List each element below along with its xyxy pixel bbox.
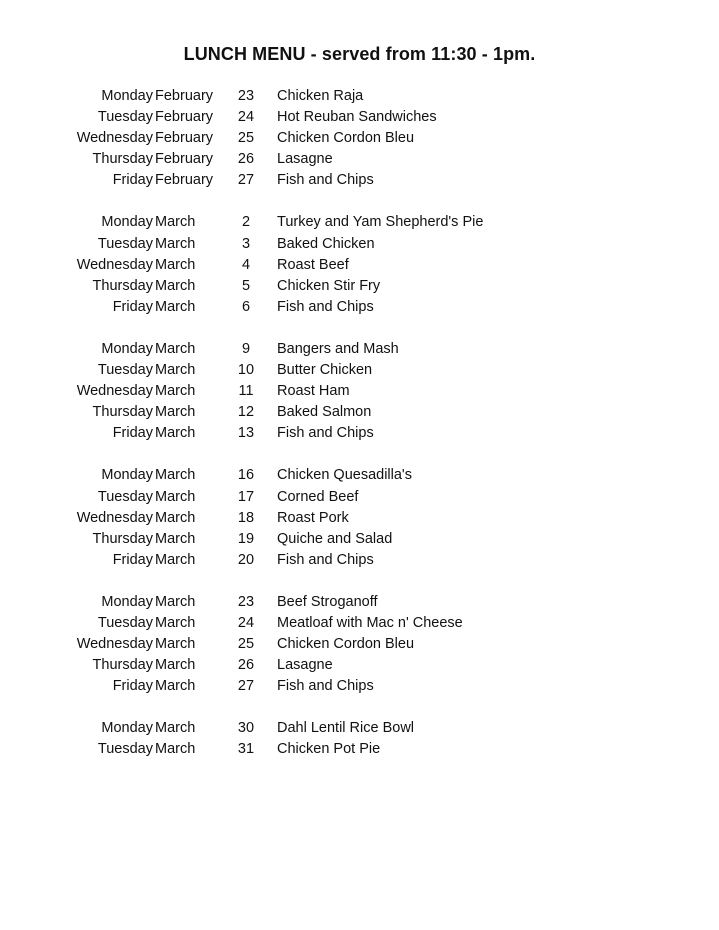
menu-date: 6: [241, 298, 251, 315]
menu-date: 13: [237, 425, 255, 442]
menu-meal: Chicken Raja: [277, 88, 364, 104]
menu-day: Tuesday: [97, 741, 153, 758]
menu-month: March: [155, 636, 196, 653]
menu-meal: Fish and Chips: [277, 298, 374, 315]
menu-day: Thursday: [92, 657, 153, 674]
menu-row: [0, 739, 719, 760]
menu-day: Monday: [101, 720, 153, 737]
menu-meal: Fish and Chips: [277, 551, 374, 568]
menu-date: 5: [241, 277, 251, 294]
menu-day: Tuesday: [97, 488, 153, 505]
menu-row: [0, 276, 719, 297]
menu-day: Friday: [112, 298, 153, 315]
menu-date: 3: [241, 235, 251, 252]
menu-month: March: [155, 340, 196, 357]
menu-date: 10: [237, 362, 255, 379]
menu-day: Tuesday: [97, 109, 153, 126]
menu-meal: Chicken Quesadilla's: [277, 467, 412, 484]
menu-month: March: [155, 467, 196, 484]
menu-date: 24: [237, 614, 255, 631]
menu-day: Thursday: [92, 404, 153, 421]
menu-day: Tuesday: [97, 614, 153, 631]
menu-week: [0, 592, 719, 697]
menu-date: 9: [241, 340, 251, 357]
menu-day: Wednesday: [76, 256, 153, 273]
menu-meal: Corned Beef: [277, 488, 359, 505]
menu-month: March: [155, 383, 196, 400]
menu-row: [0, 86, 719, 107]
menu-meal: Baked Chicken: [277, 235, 375, 252]
menu-day: Tuesday: [97, 362, 153, 379]
menu-date: 11: [238, 383, 254, 400]
menu-month: March: [155, 298, 196, 315]
menu-date: 16: [237, 467, 255, 484]
menu-meal: Chicken Stir Fry: [277, 277, 381, 294]
menu-date: 31: [237, 741, 255, 758]
menu-row: [0, 212, 719, 233]
menu-date: 18: [237, 509, 255, 526]
menu-row: [0, 234, 719, 255]
menu-month: February: [155, 130, 214, 147]
menu-meal: Chicken Cordon Bleu: [277, 636, 415, 653]
menu-meal: Hot Reuban Sandwiches: [277, 109, 437, 126]
menu-date: 2: [241, 214, 251, 231]
menu-date: 12: [237, 404, 255, 421]
menu-day: Monday: [101, 593, 153, 610]
menu-date: 26: [237, 657, 255, 674]
menu-month: March: [155, 657, 196, 674]
menu-meal: Fish and Chips: [277, 425, 374, 442]
menu-date: 27: [237, 172, 255, 189]
menu-day: Monday: [101, 88, 153, 104]
menu-week: [0, 465, 719, 570]
menu-meal: Fish and Chips: [277, 678, 374, 695]
menu-row: [0, 465, 719, 486]
menu-day: Thursday: [92, 277, 153, 294]
menu-meal: Baked Salmon: [277, 404, 372, 421]
menu-row: [0, 529, 719, 550]
menu-row: [0, 676, 719, 697]
menu-row: [0, 634, 719, 655]
menu-row: [0, 107, 719, 128]
menu-day: Friday: [112, 551, 153, 568]
menu-week: [0, 339, 719, 444]
menu-row: [0, 718, 719, 739]
menu-meal: Bangers and Mash: [277, 340, 399, 357]
menu-day: Thursday: [92, 530, 153, 547]
menu-month: March: [155, 593, 196, 610]
menu-month: March: [155, 277, 196, 294]
menu-row: [0, 360, 719, 381]
menu-meal: Chicken Cordon Bleu: [277, 130, 415, 147]
menu-date: 25: [237, 636, 255, 653]
menu-day: Friday: [112, 425, 153, 442]
menu-date: 17: [237, 488, 255, 505]
menu-row: [0, 402, 719, 423]
menu-row: [0, 381, 719, 402]
menu-date: 19: [237, 530, 255, 547]
menu-month: March: [155, 614, 196, 631]
menu-month: March: [155, 509, 196, 526]
menu-meal: Chicken Pot Pie: [277, 741, 381, 758]
menu-row: [0, 170, 719, 191]
menu-meal: Quiche and Salad: [277, 530, 393, 547]
menu-row: [0, 508, 719, 529]
menu-month: March: [155, 256, 196, 273]
menu-month: March: [155, 425, 196, 442]
menu-month: March: [155, 678, 196, 695]
menu-day: Wednesday: [76, 509, 153, 526]
menu-meal: Beef Stroganoff: [277, 593, 378, 610]
menu-month: February: [155, 109, 214, 126]
menu-month: March: [155, 235, 196, 252]
menu-day: Tuesday: [97, 235, 153, 252]
menu-month: March: [155, 741, 196, 758]
menu-day: Monday: [101, 467, 153, 484]
menu-date: 24: [237, 109, 255, 126]
menu-day: Friday: [112, 678, 153, 695]
menu-row: [0, 423, 719, 444]
menu-day: Wednesday: [76, 383, 153, 400]
menu-date: 26: [237, 151, 255, 168]
menu-week: [0, 718, 719, 760]
menu-month: March: [155, 488, 196, 505]
menu-month: February: [155, 172, 214, 189]
menu-day: Monday: [101, 214, 153, 231]
menu-meal: Meatloaf with Mac n' Cheese: [277, 614, 463, 631]
menu-month: February: [155, 88, 214, 104]
menu-row: [0, 550, 719, 571]
menu-row: [0, 487, 719, 508]
menu-date: 20: [237, 551, 255, 568]
menu-meal: Roast Pork: [277, 509, 349, 526]
menu-month: March: [155, 530, 196, 547]
menu-row: [0, 592, 719, 613]
menu-row: [0, 149, 719, 170]
menu-date: 25: [237, 130, 255, 147]
menu-meal: Lasagne: [277, 151, 333, 168]
menu-date: 4: [241, 256, 251, 273]
menu-table: [0, 86, 719, 782]
menu-day: Monday: [101, 340, 153, 357]
menu-week: [0, 86, 719, 191]
menu-date: 27: [237, 678, 255, 695]
menu-date: 23: [237, 88, 255, 104]
menu-day: Wednesday: [76, 130, 153, 147]
menu-date: 30: [237, 720, 255, 737]
menu-month: March: [155, 404, 196, 421]
menu-meal: Turkey and Yam Shepherd's Pie: [277, 214, 484, 231]
menu-row: [0, 339, 719, 360]
menu-day: Friday: [112, 172, 153, 189]
menu-month: March: [155, 214, 196, 231]
menu-week: [0, 212, 719, 317]
menu-meal: Lasagne: [277, 657, 333, 674]
menu-meal: Roast Beef: [277, 256, 349, 273]
menu-date: 23: [237, 593, 255, 610]
menu-meal: Roast Ham: [277, 383, 350, 400]
menu-day: Thursday: [92, 151, 153, 168]
menu-month: March: [155, 551, 196, 568]
menu-meal: Dahl Lentil Rice Bowl: [277, 720, 415, 737]
menu-row: [0, 655, 719, 676]
page-title: LUNCH MENU - served from 11:30 - 1pm.: [183, 44, 536, 64]
menu-month: February: [155, 151, 214, 168]
menu-row: [0, 613, 719, 634]
menu-row: [0, 255, 719, 276]
menu-meal: Butter Chicken: [277, 362, 373, 379]
menu-day: Wednesday: [76, 636, 153, 653]
menu-row: [0, 128, 719, 149]
menu-meal: Fish and Chips: [277, 172, 374, 189]
menu-month: March: [155, 362, 196, 379]
menu-month: March: [155, 720, 196, 737]
menu-row: [0, 297, 719, 318]
